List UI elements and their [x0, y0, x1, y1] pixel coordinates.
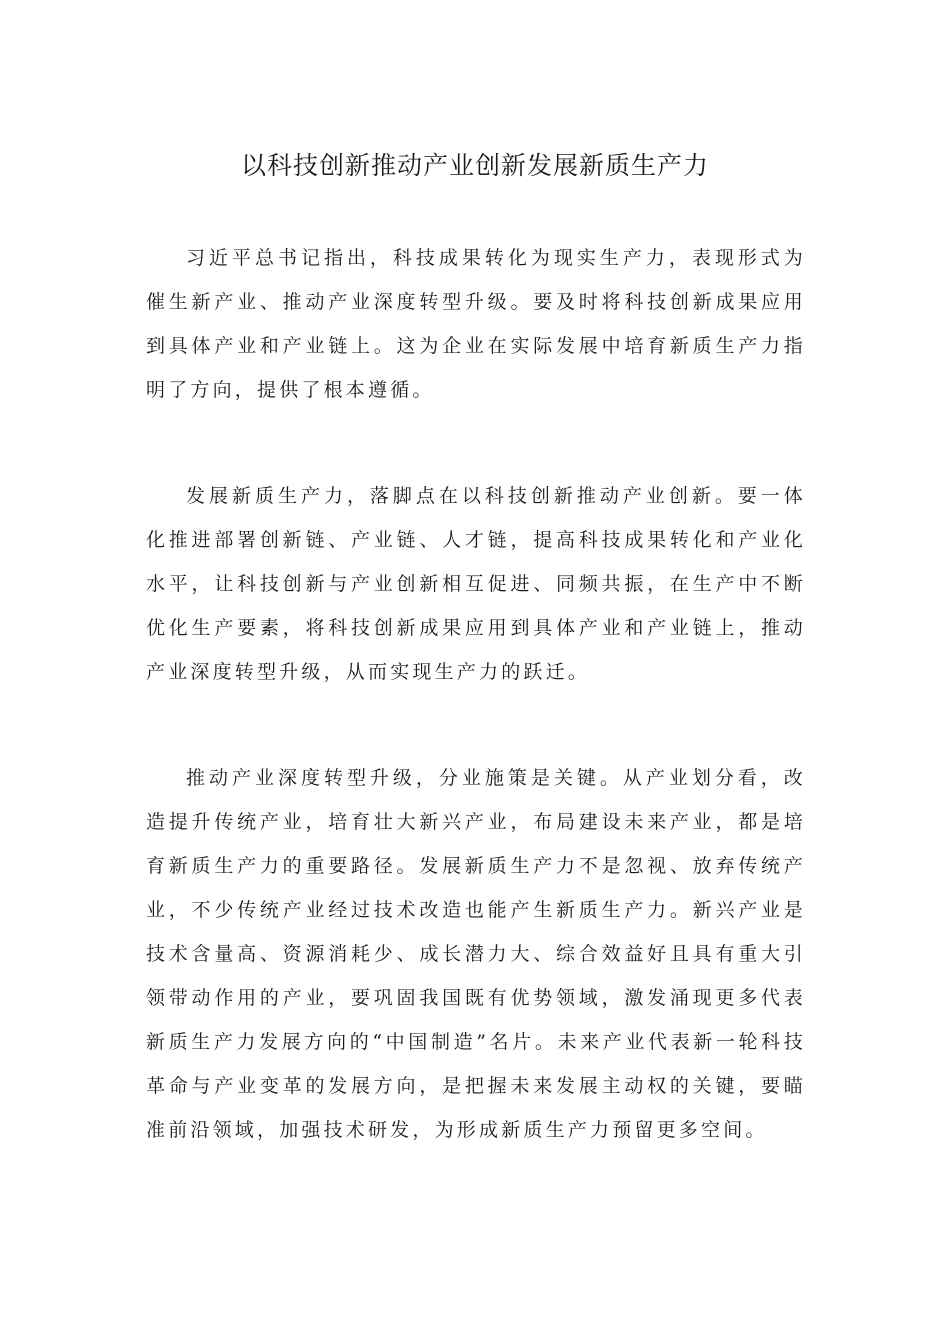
paragraph-2-block: [146, 474, 806, 694]
document-title: 以科技创新推动产业创新发展新质生产力: [240, 151, 709, 180]
paragraph-1-block: [146, 236, 806, 412]
paragraph-3: 推动产业深度转型升级，分业施策是关键。从产业划分看，改造提升传统产业，培育壮大新兴产业，布局建设未来产业，都是培育新质生产力的重要路径。发展新质生产力不是忽视、放弃传统产业，不少传统产业经过技术改造也能产生新质生产力。新兴产业是技术含量高、资源消耗少、成长潜力大、综合效益好且具有重大引领带动作用的产业，要巩固我国既有优势领域，激发涌现更多代表新质生产力发展方向的“中国制造”名片。未来产业代表新一轮科技革命与产业变革的发展方向，是把握未来发展主动权的关键，要瞄准前沿领域，加强技术研发，为形成新质生产力预留更多空间。: [146, 767, 806, 1141]
paragraph-3-block: [146, 756, 806, 1152]
paragraph-1: 习近平总书记指出，科技成果转化为现实生产力，表现形式为催生新产业、推动产业深度转型升级。要及时将科技创新成果应用到具体产业和产业链上。这为企业在实际发展中培育新质生产力指明了方向，提供了根本遵循。: [146, 247, 806, 401]
paragraph-2: 发展新质生产力，落脚点在以科技创新推动产业创新。要一体化推进部署创新链、产业链、人才链，提高科技成果转化和产业化水平，让科技创新与产业创新相互促进、同频共振，在生产中不断优化生产要素，将科技创新成果应用到具体产业和产业链上，推动产业深度转型升级，从而实现生产力的跃迁。: [146, 485, 806, 683]
